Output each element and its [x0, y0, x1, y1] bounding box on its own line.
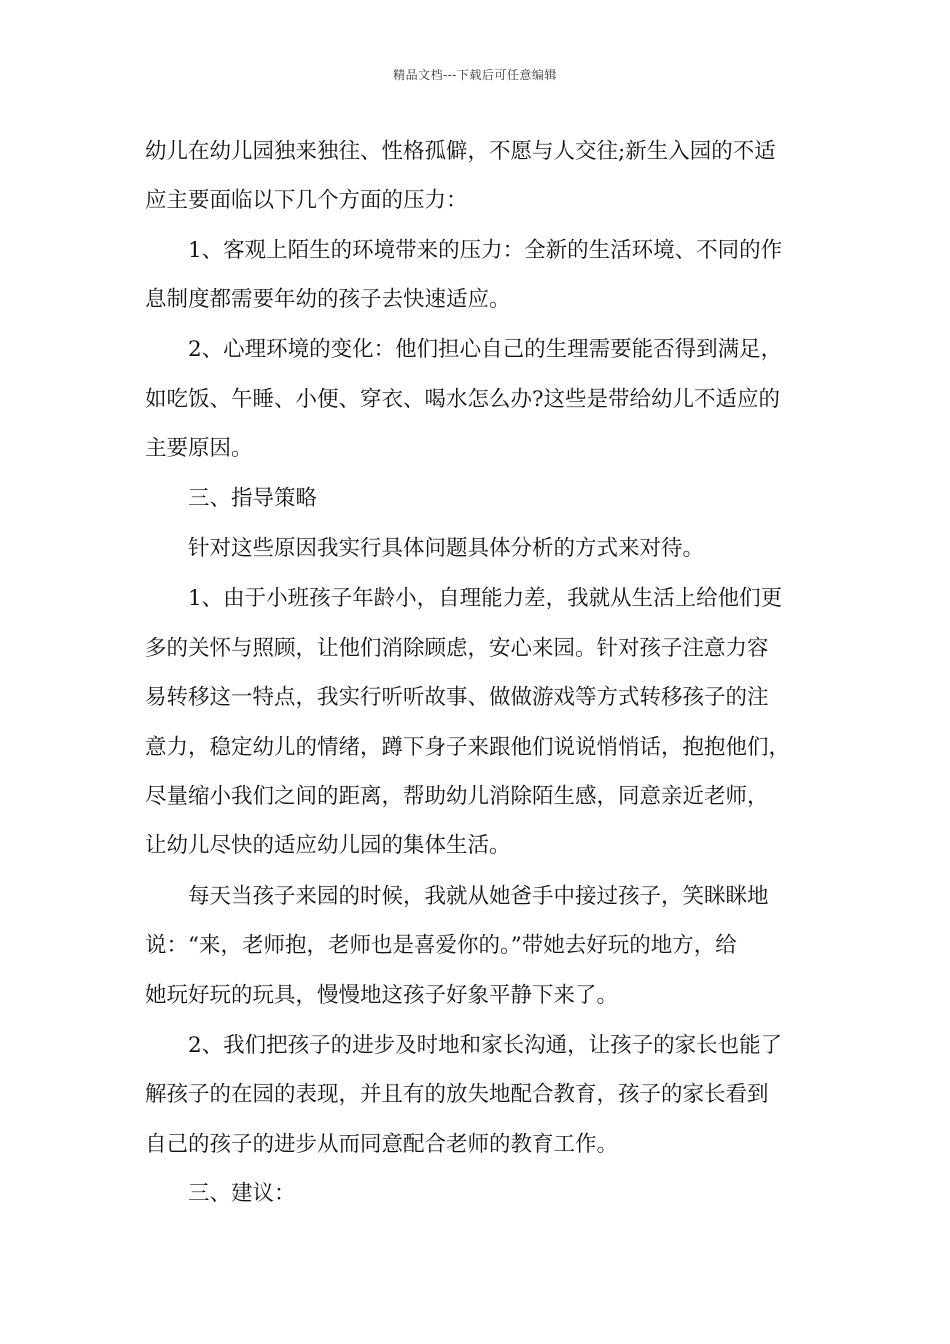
text-line: 1、客观上陌生的环境带来的压力：全新的生活环境、不同的作: [188, 238, 783, 263]
text-line: 针对这些原因我实行具体问题具体分析的方式来对待。: [188, 536, 705, 561]
text-line: 2、心理环境的变化：他们担心自己的生理需要能否得到满足，: [188, 337, 783, 362]
text-line: 解孩子的在园的表现，并且有的放失地配合教育，孩子的家长看到: [145, 1082, 769, 1107]
text-line: 2、我们把孩子的进步及时地和家长沟通，让孩子的家长也能了: [188, 1033, 783, 1058]
text-line: 每天当孩子来园的时候，我就从她爸手中接过孩子，笑眯眯地: [188, 884, 769, 909]
text-line: 息制度都需要年幼的孩子去快速适应。: [145, 287, 511, 312]
text-line: 让幼儿尽快的适应幼儿园的集体生活。: [145, 833, 511, 858]
text-line: 主要原因。: [145, 436, 253, 461]
text-line: 多的关怀与照顾，让他们消除顾虑，安心来园。针对孩子注意力容: [145, 636, 769, 661]
text-line: 自己的孩子的进步从而同意配合老师的教育工作。: [145, 1132, 619, 1157]
text-line: 意力，稳定幼儿的情绪，蹲下身子来跟他们说说悄悄话，抱抱他们，: [145, 735, 791, 760]
section-heading: 三、指导策略: [188, 486, 318, 511]
text-line: 1、由于小班孩子年龄小，自理能力差，我就从生活上给他们更: [188, 586, 783, 611]
page-header: 精品文档---下载后可任意编辑: [393, 68, 557, 82]
text-line: 说：“来，老师抱，老师也是喜爱你的。”带她去好玩的地方，给: [145, 933, 737, 958]
text-line: 如吃饭、午睡、小便、穿衣、喝水怎么办?这些是带给幼儿不适应的: [145, 387, 781, 412]
text-line: 尽量缩小我们之间的距离，帮助幼儿消除陌生感，同意亲近老师，: [145, 784, 769, 809]
text-line: 她玩好玩的玩具，慢慢地这孩子好象平静下来了。: [145, 983, 619, 1008]
text-line: 幼儿在幼儿园独来独往、性格孤僻，不愿与人交往;新生入园的不适: [145, 139, 776, 164]
section-heading: 三、建议：: [188, 1181, 296, 1206]
text-line: 应主要面临以下几个方面的压力：: [145, 188, 468, 213]
text-line: 易转移这一特点，我实行听听故事、做做游戏等方式转移孩子的注: [145, 685, 769, 710]
